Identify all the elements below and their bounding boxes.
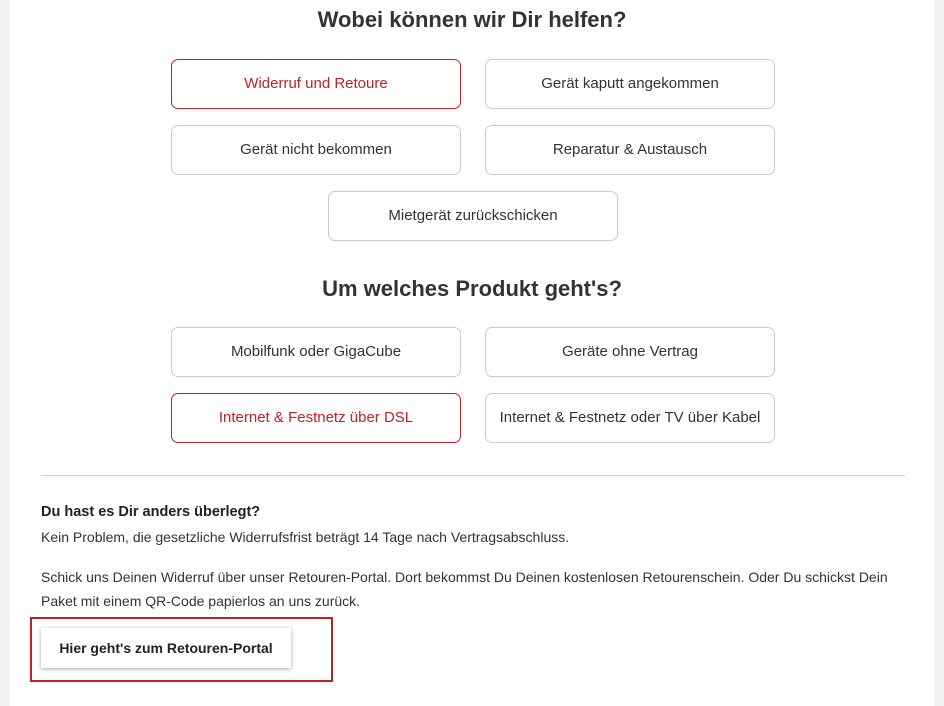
- option-widerruf-retoure[interactable]: Widerruf und Retoure: [171, 59, 461, 109]
- product-heading: Um welches Produkt geht's?: [322, 276, 622, 301]
- help-heading: Wobei können wir Dir helfen?: [317, 7, 627, 32]
- retouren-portal-button[interactable]: Hier geht's zum Retouren-Portal: [41, 628, 291, 668]
- info-text-widerrufsfrist: Kein Problem, die gesetzliche Widerrufsfrist beträgt 14 Tage nach Vertragsabschluss.: [41, 529, 570, 545]
- page: [10, 0, 934, 706]
- option-geraete-ohne-vertrag[interactable]: Geräte ohne Vertrag: [485, 327, 775, 377]
- option-internet-festnetz-dsl[interactable]: Internet & Festnetz über DSL: [171, 393, 461, 443]
- option-geraet-kaputt[interactable]: Gerät kaputt angekommen: [485, 59, 775, 109]
- option-reparatur-austausch[interactable]: Reparatur & Austausch: [485, 125, 775, 175]
- option-internet-festnetz-tv-kabel[interactable]: Internet & Festnetz oder TV über Kabel: [485, 393, 775, 443]
- option-mietgeraet-zurueckschicken[interactable]: Mietgerät zurückschicken: [328, 191, 618, 241]
- info-text-retouren-portal: Schick uns Deinen Widerruf über unser Retouren-Portal. Dort bekommst Du Deinen kostenlosen Retourenschein. Oder Du schickst Dein Paket mit einem QR-Code papierlos an uns zurück.: [41, 569, 888, 609]
- section-divider: [41, 475, 905, 476]
- option-geraet-nicht-bekommen[interactable]: Gerät nicht bekommen: [171, 125, 461, 175]
- option-mobilfunk-gigacube[interactable]: Mobilfunk oder GigaCube: [171, 327, 461, 377]
- info-title: Du hast es Dir anders überlegt?: [41, 504, 261, 520]
